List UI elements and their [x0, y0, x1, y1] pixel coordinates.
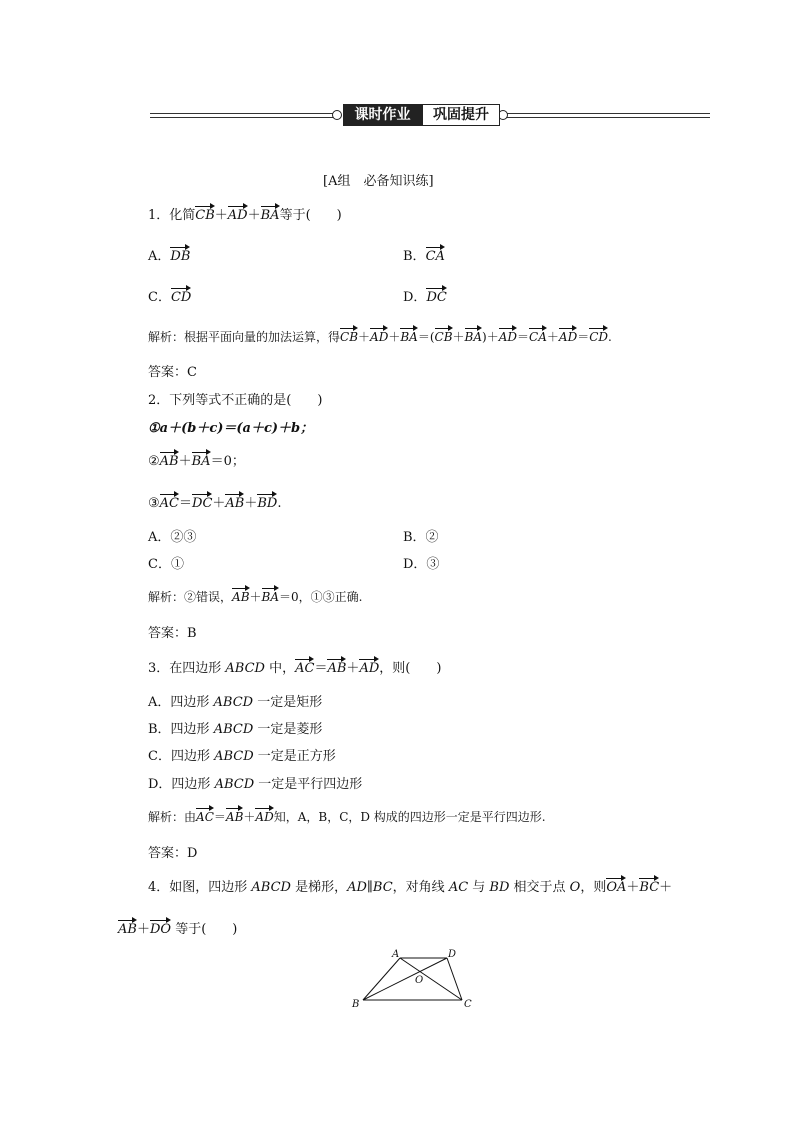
- vec-CD: CD: [171, 287, 191, 305]
- q1-answer: 答案：C: [148, 365, 197, 380]
- q1-option-a: A．DB: [148, 245, 190, 264]
- header-rule-top-left: [150, 113, 340, 114]
- q2-item-3: ③AC＝DC＋AB＋BD.: [148, 492, 282, 511]
- label-B: B: [352, 999, 360, 1010]
- vec-DC: DC: [426, 287, 446, 305]
- label-C: C: [464, 999, 472, 1010]
- q1-option-b: B．CA: [403, 245, 445, 264]
- edge-AB: [363, 958, 400, 1000]
- q2-option-c: C．①: [148, 557, 184, 572]
- vec-CB: CB: [195, 205, 215, 223]
- q2-answer: 答案：B: [148, 626, 197, 641]
- label-D: D: [448, 949, 457, 960]
- q3-option-d: D．四边形 ABCD 一定是平行四边形: [148, 777, 363, 792]
- vec-CA: CA: [426, 246, 445, 264]
- q3-option-a: A．四边形 ABCD 一定是矩形: [148, 695, 323, 710]
- q1-stem: [148, 204, 342, 223]
- q3-answer: 答案：D: [148, 846, 198, 861]
- header-dot-left: [332, 110, 342, 120]
- plus: ＋: [214, 208, 228, 223]
- q1-option-c: C．CD: [148, 286, 191, 305]
- q3-solution: 解析：由AC＝AB＋AD知，A，B，C，D 构成的四边形一定是平行四边形.: [148, 807, 546, 825]
- vec-AB: AB: [160, 451, 179, 469]
- q2-item-2: ②AB＋BA＝0；: [148, 450, 245, 469]
- vec-AD: AD: [228, 205, 248, 223]
- diagonal-BD: [363, 958, 447, 1000]
- q1-solution: 解析：根据平面向量的加法运算，得CB＋AD＋BA＝(CB＋BA)＋AD＝CA＋AD＝CD.: [148, 327, 612, 345]
- section-title: [A组 必备知识练]: [323, 174, 434, 189]
- q1-tail: 等于( ): [279, 208, 342, 223]
- header-rule-bottom-left: [150, 117, 340, 118]
- solution-label: 解析：: [148, 330, 185, 344]
- q1-num: 1．化简: [148, 208, 196, 223]
- q3-option-c: C．四边形 ABCD 一定是正方形: [148, 749, 336, 764]
- q2-option-b: B．②: [403, 530, 439, 545]
- header-rule-bottom-right: [502, 117, 710, 118]
- vec-BA: BA: [192, 451, 211, 469]
- q2-option-a: A．②③: [148, 530, 197, 545]
- q3-option-b: B．四边形 ABCD 一定是菱形: [148, 722, 323, 737]
- edge-DC: [447, 958, 462, 1000]
- label-O: O: [415, 975, 424, 986]
- q4-stem-line-2: AB＋DO 等于( ): [118, 918, 237, 937]
- diagonal-AC: [400, 958, 462, 1000]
- trapezoid-figure: [340, 945, 480, 1015]
- vec-DB: DB: [170, 246, 190, 264]
- plus: ＋: [247, 208, 261, 223]
- header-rule-top-right: [502, 113, 710, 114]
- q2-item-1: ①a＋(b＋c)＝(a＋c)＋b；: [148, 421, 314, 436]
- q2-option-d: D．③: [403, 557, 440, 572]
- q3-stem: 3．在四边形 ABCD 中，AC＝AB＋AD，则( ): [148, 657, 441, 676]
- q2-solution: 解析：②错误，AB＋BA＝0，①③正确.: [148, 587, 362, 605]
- q2-stem: 2．下列等式不正确的是( ): [148, 393, 323, 408]
- header-title-light: 巩固提升: [422, 104, 500, 126]
- label-A: A: [392, 949, 400, 960]
- q4-stem-line-1: 4．如图，四边形 ABCD 是梯形，AD∥BC，对角线 AC 与 BD 相交于点 O，则OA＋BC＋: [148, 876, 672, 895]
- vec-BA: BA: [261, 205, 280, 223]
- header-title-dark: 课时作业: [343, 104, 422, 126]
- q1-option-d: D．DC: [403, 286, 447, 305]
